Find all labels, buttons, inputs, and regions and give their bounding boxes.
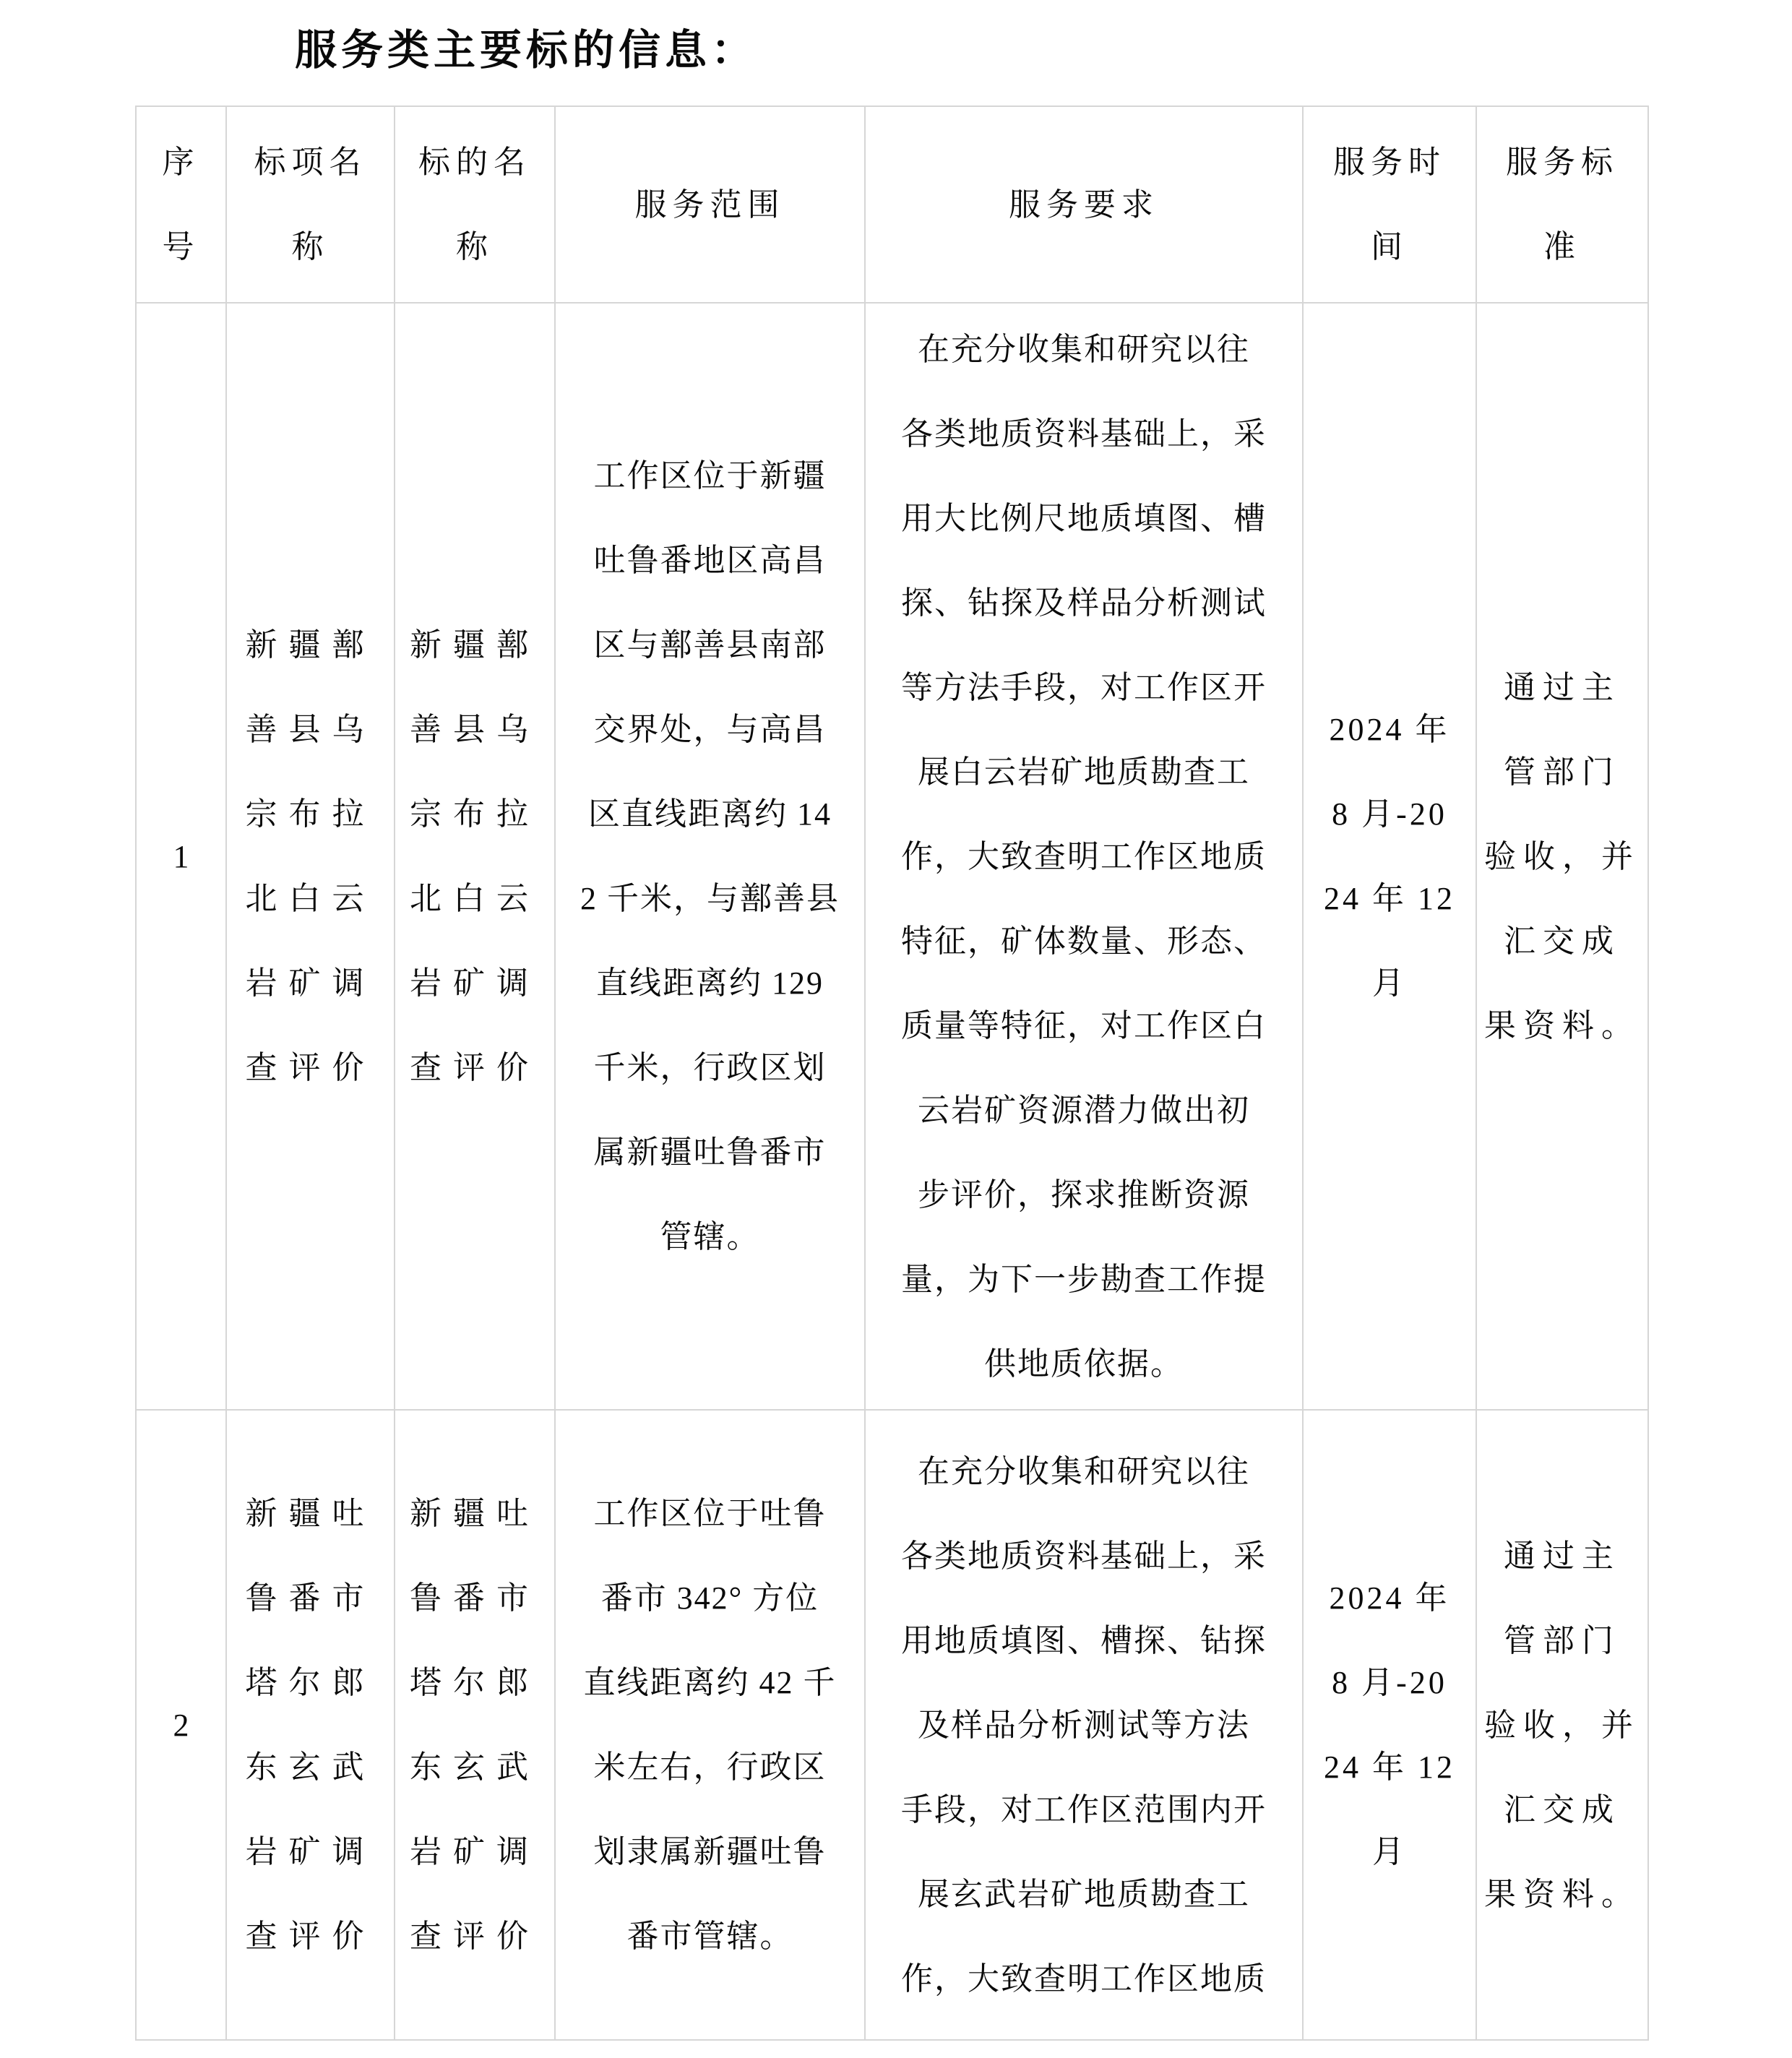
text-line: 千米，行政区划 <box>593 1050 827 1085</box>
text-line: 工作区位于新疆 <box>593 458 827 494</box>
text-line: 展白云岩矿地质勘查工 <box>918 754 1250 790</box>
text-line: 称 <box>291 229 329 264</box>
text-line: 查评价 <box>245 1050 376 1085</box>
text-line: 间 <box>1371 229 1408 264</box>
header-cell-seq <box>137 107 227 303</box>
text-line: 塔尔郎 <box>410 1665 540 1700</box>
text-line: 质量等特征，对工作区白 <box>901 1007 1267 1043</box>
text-line: 新疆鄯 <box>245 627 376 663</box>
header-cell-service-standard <box>1477 107 1649 303</box>
text-line: 番市 342° 方位 <box>600 1580 819 1616</box>
cell-item-name <box>227 303 395 1411</box>
text-line: 区直线距离约 14 <box>588 796 832 832</box>
text-line: 标的名 <box>418 145 531 180</box>
text-line: 各类地质资料基础上，采 <box>901 416 1267 452</box>
text-line: 手段，对工作区范围内开 <box>901 1791 1267 1827</box>
table-header-row <box>137 107 1649 303</box>
text-line: 善县乌 <box>410 712 540 747</box>
cell-service-scope <box>556 1411 866 2041</box>
text-line: 用地质填图、槽探、钻探 <box>901 1622 1267 1658</box>
text-line: 步评价，探求推断资源 <box>918 1176 1250 1213</box>
text-line: 果资料。 <box>1484 1007 1640 1043</box>
text-line: 查评价 <box>410 1050 540 1085</box>
cell-service-requirements <box>866 1411 1304 2041</box>
text-line: 东玄武 <box>410 1749 540 1785</box>
text-line: 称 <box>456 229 494 264</box>
text-line: 作，大致查明工作区地质 <box>901 838 1267 874</box>
text-line: 果资料。 <box>1484 1876 1640 1912</box>
text-line: 吐鲁番地区高昌 <box>593 543 827 578</box>
text-line: 番市管辖。 <box>626 1919 793 1954</box>
table-row-2 <box>137 1411 1649 2041</box>
text-line: 24 年 12 <box>1324 881 1455 916</box>
text-line: 2 <box>173 1707 189 1743</box>
text-line: 东玄武 <box>245 1749 376 1785</box>
text-line: 宗布拉 <box>245 796 376 832</box>
main-table <box>135 106 1649 2041</box>
cell-subject-name <box>395 1411 556 2041</box>
text-line: 管部门 <box>1504 754 1621 790</box>
text-line: 各类地质资料基础上，采 <box>901 1538 1267 1574</box>
text-line: 供地质依据。 <box>984 1346 1184 1382</box>
cell-seq <box>137 303 227 1411</box>
text-line: 8 月-20 <box>1332 796 1447 832</box>
text-line: 管辖。 <box>660 1219 760 1254</box>
text-line: 及样品分析测试等方法 <box>918 1707 1250 1743</box>
text-line: 展玄武岩矿地质勘查工 <box>918 1876 1250 1912</box>
text-line: 划隶属新疆吐鲁 <box>593 1834 827 1869</box>
cell-service-scope <box>556 303 866 1411</box>
text-line: 量，为下一步勘查工作提 <box>901 1261 1267 1297</box>
text-line: 8 月-20 <box>1332 1665 1447 1700</box>
text-line: 鲁番市 <box>245 1580 376 1616</box>
table-row-1 <box>137 303 1649 1411</box>
cell-item-name <box>227 1411 395 2041</box>
text-line: 岩矿调 <box>245 965 376 1001</box>
text-line: 查评价 <box>410 1919 540 1954</box>
text-line: 特征，矿体数量、形态、 <box>901 923 1267 959</box>
text-line: 在充分收集和研究以往 <box>918 1453 1250 1489</box>
text-line: 在充分收集和研究以往 <box>918 331 1250 367</box>
text-line: 管部门 <box>1504 1622 1621 1658</box>
header-cell-subject-name <box>395 107 556 303</box>
text-line: 岩矿调 <box>245 1834 376 1869</box>
text-line: 新疆鄯 <box>410 627 540 663</box>
text-line: 验收，并 <box>1484 838 1640 874</box>
text-line: 岩矿调 <box>410 965 540 1001</box>
text-line: 2024 年 <box>1329 1580 1450 1616</box>
text-line: 等方法手段，对工作区开 <box>901 669 1267 705</box>
cell-service-requirements <box>866 303 1304 1411</box>
text-line: 序 <box>162 145 200 180</box>
text-line: 查评价 <box>245 1919 376 1954</box>
text-line: 服务时 <box>1333 145 1446 180</box>
text-line: 直线距离约 42 千 <box>583 1665 837 1700</box>
text-line: 服务要求 <box>1009 186 1159 223</box>
text-line: 汇交成 <box>1504 1791 1621 1827</box>
text-line: 2024 年 <box>1329 712 1450 747</box>
text-line: 新疆吐 <box>410 1496 540 1531</box>
cell-service-time <box>1304 1411 1477 2041</box>
header-cell-item-name <box>227 107 395 303</box>
text-line: 2 千米，与鄯善县 <box>580 881 840 916</box>
header-cell-service-time <box>1304 107 1477 303</box>
text-line: 月 <box>1372 1834 1407 1869</box>
text-line: 北白云 <box>245 881 376 916</box>
text-line: 通过主 <box>1504 669 1621 705</box>
text-line: 服务标 <box>1506 145 1619 180</box>
text-line: 交界处，与高昌 <box>593 712 827 747</box>
text-line: 工作区位于吐鲁 <box>593 1496 827 1531</box>
text-line: 服务范围 <box>634 186 785 223</box>
text-line: 探、钻探及样品分析测试 <box>901 585 1267 621</box>
text-line: 用大比例尺地质填图、槽 <box>901 500 1267 536</box>
page-title: 服务类主要标的信息： <box>295 27 758 74</box>
cell-service-time <box>1304 303 1477 1411</box>
text-line: 通过主 <box>1504 1538 1621 1574</box>
text-line: 直线距离约 129 <box>596 965 824 1001</box>
cell-seq <box>137 1411 227 2041</box>
text-line: 号 <box>162 229 200 264</box>
table-body <box>137 303 1649 2041</box>
text-line: 北白云 <box>410 881 540 916</box>
cell-subject-name <box>395 303 556 1411</box>
text-line: 米左右，行政区 <box>593 1749 827 1785</box>
text-line: 善县乌 <box>245 712 376 747</box>
text-line: 属新疆吐鲁番市 <box>593 1135 827 1170</box>
text-line: 月 <box>1372 965 1407 1001</box>
text-line: 准 <box>1543 229 1581 264</box>
text-line: 新疆吐 <box>245 1496 376 1531</box>
text-line: 宗布拉 <box>410 796 540 832</box>
text-line: 汇交成 <box>1504 923 1621 959</box>
text-line: 验收，并 <box>1484 1707 1640 1743</box>
cell-service-standard <box>1477 303 1649 1411</box>
text-line: 岩矿调 <box>410 1834 540 1869</box>
text-line: 区与鄯善县南部 <box>593 627 827 663</box>
text-line: 鲁番市 <box>410 1580 540 1616</box>
text-line: 1 <box>173 838 189 874</box>
header-cell-service-scope <box>556 107 866 303</box>
text-line: 标项名 <box>254 145 367 180</box>
text-line: 24 年 12 <box>1324 1749 1455 1785</box>
text-line: 作，大致查明工作区地质 <box>901 1960 1267 1997</box>
text-line: 云岩矿资源潜力做出初 <box>918 1092 1250 1128</box>
text-line: 塔尔郎 <box>245 1665 376 1700</box>
cell-service-standard <box>1477 1411 1649 2041</box>
header-cell-service-requirements <box>866 107 1304 303</box>
